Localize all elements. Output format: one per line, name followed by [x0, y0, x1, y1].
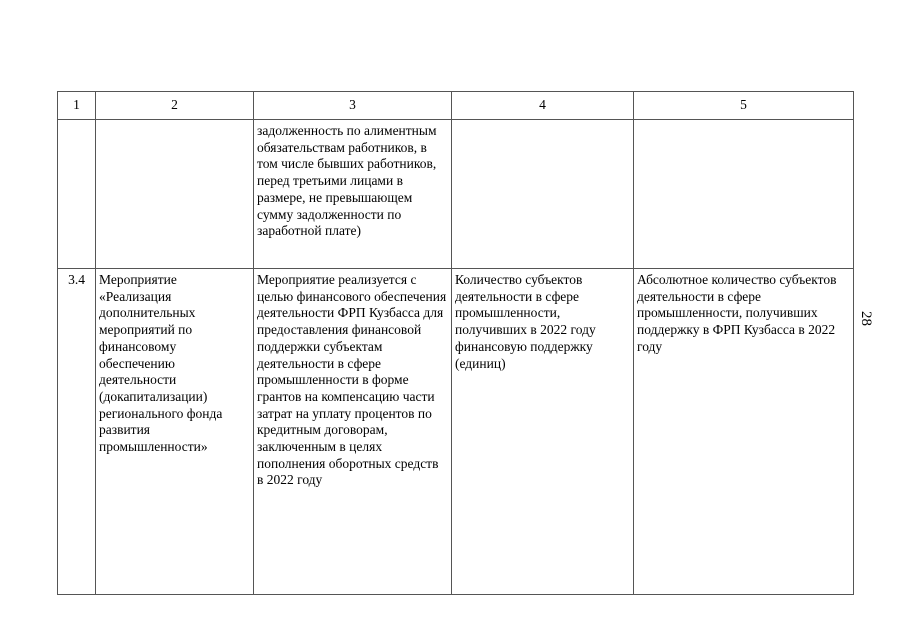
header-col-1: 1 [58, 92, 96, 120]
indicator-cell: Количество субъектов деятельности в сфере промышленности, получивших в 2022 году финансовую поддержку (единиц) [452, 269, 634, 595]
header-col-5: 5 [634, 92, 854, 120]
cont-cell-method [634, 120, 854, 269]
calculation-method-cell: Абсолютное количество субъектов деятельности в сфере промышленности, получивших поддержку в ФРП Кузбасса в 2022 году [634, 269, 854, 595]
row-number: 3.4 [58, 269, 96, 595]
event-name-cell: Мероприятие «Реализация дополнительных мероприятий по финансовому обеспечению деятельности (докапитализации) регионального фонда развития промышленности» [96, 269, 254, 595]
table-header-row [58, 92, 854, 120]
continuation-row [58, 120, 854, 269]
cont-cell-event [96, 120, 254, 269]
cont-cell-number [58, 120, 96, 269]
event-description-cell: Мероприятие реализуется с целью финансового обеспечения деятельности ФРП Кузбасса для предоставления финансовой поддержки субъектам деятельности в сфере промышленности в форме грантов на компенсацию части затрат на уплату процентов по кредитным договорам, заключенным в целях пополнения оборотных средств в 2022 году [254, 269, 452, 595]
document-table [57, 91, 854, 595]
page-number: 28 [858, 311, 874, 326]
header-col-4: 4 [452, 92, 634, 120]
header-col-3: 3 [254, 92, 452, 120]
table-row-3-4 [58, 269, 854, 595]
cont-cell-description: задолженность по алиментным обязательствам работников, в том числе бывших работников, перед третьими лицами в размере, не превышающем сумму задолженности по заработной плате) [254, 120, 452, 269]
cont-cell-indicator [452, 120, 634, 269]
header-col-2: 2 [96, 92, 254, 120]
